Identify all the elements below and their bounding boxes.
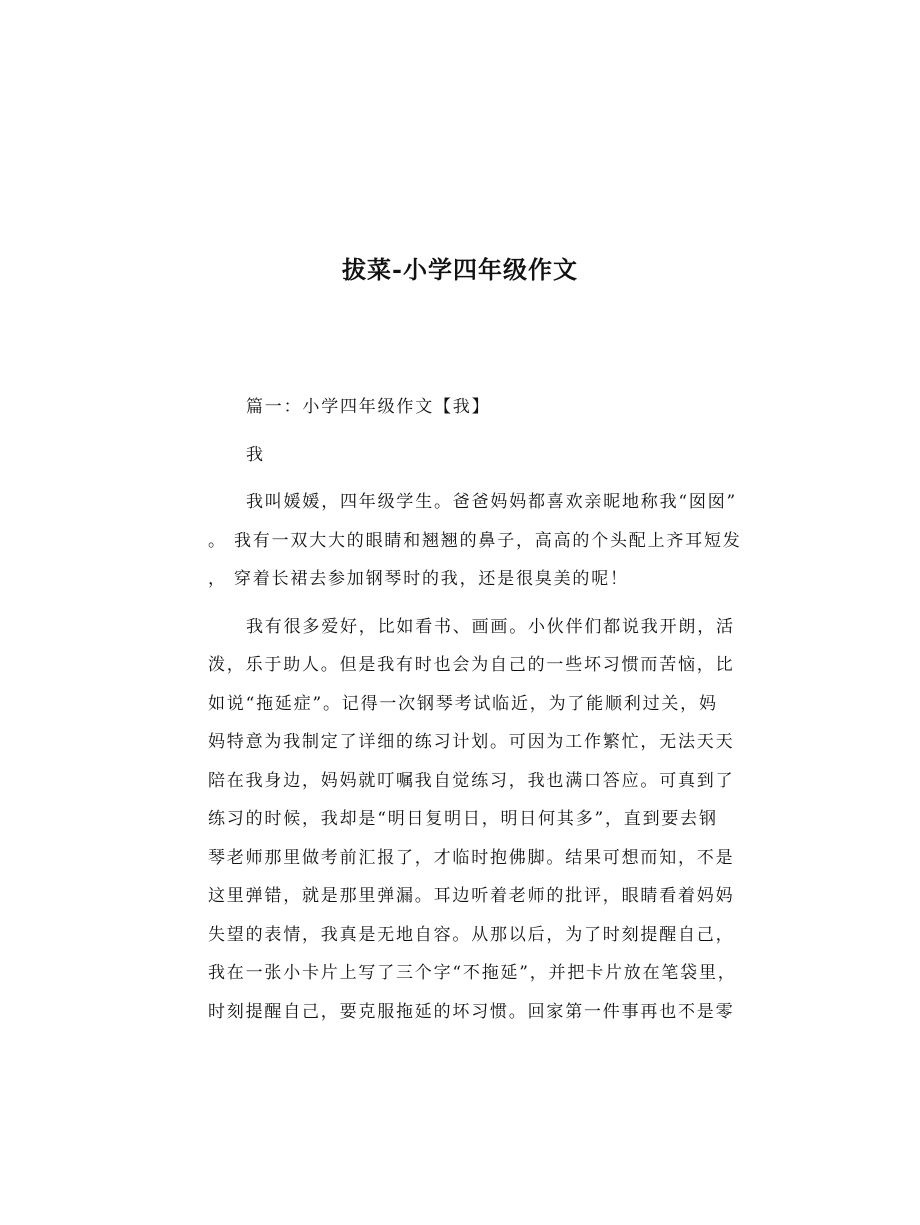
text-line: 妈特意为我制定了详细的练习计划。可因为工作繁忙，无法天天: [208, 732, 735, 752]
text-line: 泼，乐于助人。但是我有时也会为自己的一些坏习惯而苦恼，比: [208, 655, 735, 675]
paragraph-gap: [208, 427, 730, 436]
text-line: 陪在我身边，妈妈就叮嘱我自觉练习，我也满口答应。可真到了: [208, 770, 735, 791]
paragraph-gap: [208, 599, 730, 608]
text-line: 。 我有一双大大的眼睛和翘翘的鼻子，高高的个头配上齐耳短发: [208, 530, 742, 551]
text-line: 时刻提醒自己，要克服拖延的坏习惯。回家第一件事再也不是零: [208, 1001, 735, 1022]
text-line: ， 穿着长裙去参加钢琴时的我，还是很臭美的呢！: [208, 569, 629, 589]
paragraph-gap: [208, 474, 730, 483]
text-line: 练习的时候，我却是“明日复明日，明日何其多”，直到要去钢: [208, 809, 718, 829]
text-line: 失望的表情，我真是无地自容。从那以后，为了时刻提醒自己，: [208, 924, 735, 945]
document-body: [208, 388, 742, 1031]
text-line: 如说“拖延症”。记得一次钢琴考试临近，为了能顺利过关，妈: [208, 693, 718, 714]
text-line: 这里弹错，就是那里弹漏。耳边听着老师的批评，眼睛看着妈妈: [208, 886, 735, 906]
text-line: 我叫媛媛，四年级学生。爸爸妈妈都喜欢亲昵地称我“囡囡”: [246, 492, 737, 512]
text-line: 琴老师那里做考前汇报了，才临时抱佛脚。结果可想而知，不是: [208, 847, 735, 868]
text-line: 篇一：小学四年级作文【我】: [246, 397, 491, 417]
text-line: 我: [246, 444, 265, 465]
document-title: 拔菜-小学四年级作文: [342, 255, 578, 284]
text-line: 我在一张小卡片上写了三个字“不拖延”，并把卡片放在笔袋里，: [208, 963, 737, 983]
text-line: 我有很多爱好，比如看书、画画。小伙伴们都说我开朗，活: [246, 616, 735, 637]
